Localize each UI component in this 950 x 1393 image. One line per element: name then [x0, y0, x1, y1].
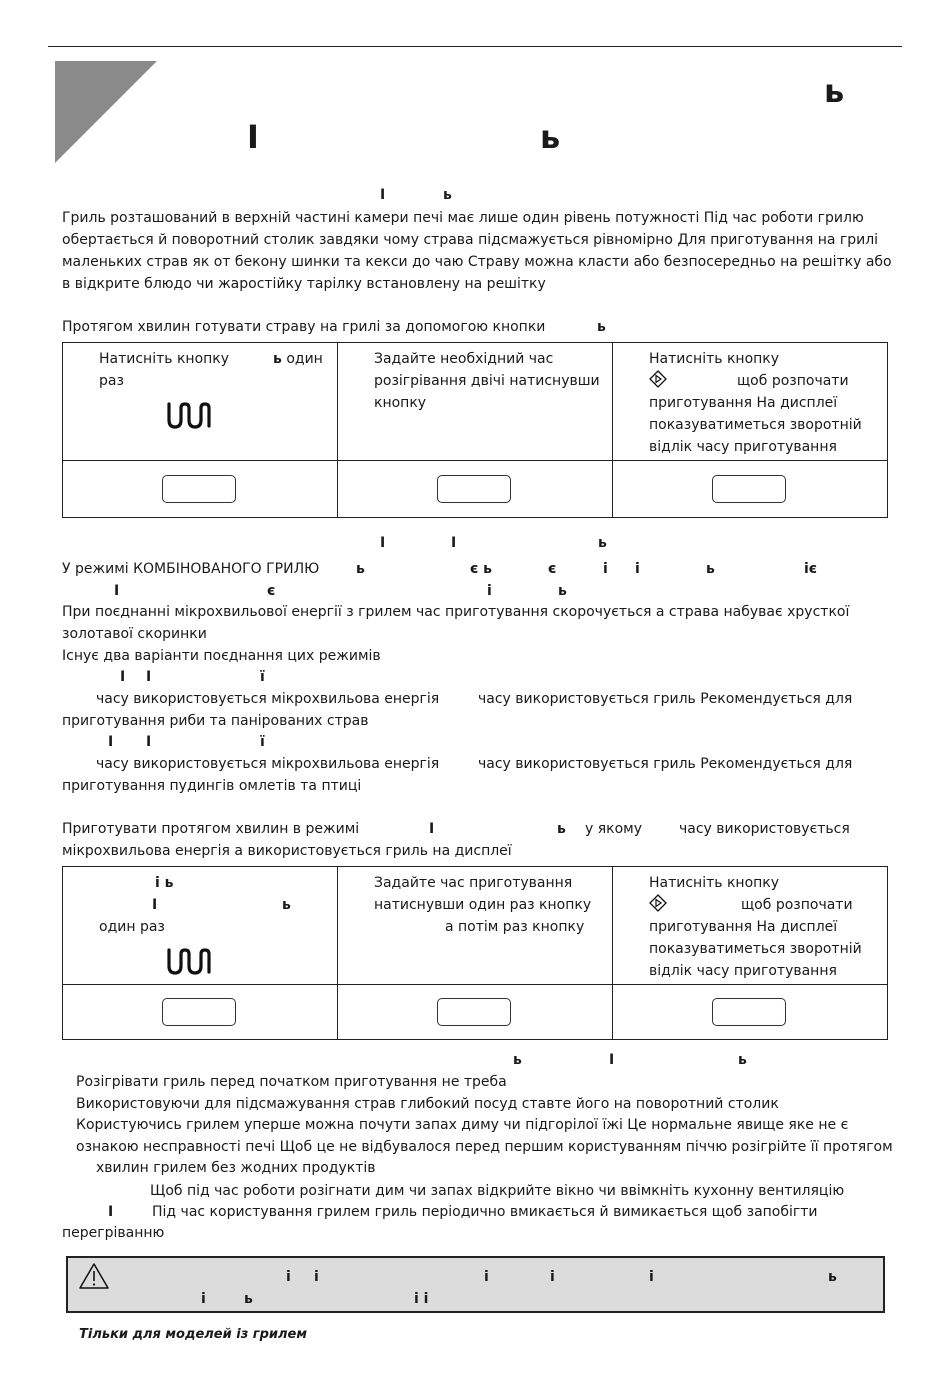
text-fragment: ь — [558, 583, 567, 599]
step3-text: Натисніть кнопку щоб розпочати приготування На дисплеї показуватиметься зворотній відлік часу приготування — [649, 351, 862, 455]
text-fragment: І — [108, 1204, 114, 1220]
tip-line: Користуючись грилем уперше можна почути запах диму чи підгорілої їжі Це нормальне явище яке не є — [76, 1117, 849, 1133]
text-fragment: ь — [828, 1269, 837, 1285]
text-fragment: ь — [244, 1291, 253, 1307]
text-fragment: ь — [706, 561, 715, 577]
display-indicator — [162, 998, 236, 1026]
example-text: Приготувати протягом хвилин в режимі — [62, 821, 360, 837]
text-fragment: і — [487, 583, 492, 599]
grill-icon — [164, 946, 214, 976]
title-fragment: І — [247, 118, 259, 156]
section-heading-fragment: І — [609, 1052, 615, 1068]
text-fragment: і — [484, 1269, 489, 1285]
title-fragment: ь — [540, 118, 561, 156]
tip-line: перегріванню — [62, 1225, 165, 1241]
text-fragment: І — [120, 669, 126, 685]
section-heading-fragment: І — [451, 535, 457, 551]
title-fragment: ь — [824, 72, 845, 110]
text-fragment: ь — [356, 561, 365, 577]
section-heading-fragment: І — [380, 535, 386, 551]
text-fragment: і — [550, 1269, 555, 1285]
example-text: часу використовується — [679, 821, 850, 837]
text-fragment: І — [114, 583, 120, 599]
text-fragment: і — [314, 1269, 319, 1285]
step2-text: Задайте необхідний час розігрівання двічі натиснувши кнопку — [374, 351, 600, 411]
example-text: у якому — [585, 821, 643, 837]
text-fragment: І — [108, 734, 114, 750]
tip-line: хвилин грилем без жодних продуктів — [96, 1160, 376, 1176]
text-fragment: ї — [260, 734, 265, 750]
display-indicator — [712, 475, 786, 503]
step1-text: Натисніть кнопку ь один раз — [99, 351, 323, 389]
text-fragment: і — [635, 561, 640, 577]
footnote: Тільки для моделей із грилем — [79, 1327, 307, 1342]
option1-text: приготування риби та панірованих страв — [62, 713, 369, 729]
example-text: мікрохвильова енергія а використовується гриль на дисплеї — [62, 843, 512, 859]
combi-intro: У режимі КОМБІНОВАНОГО ГРИЛЮ — [62, 561, 320, 577]
text-fragment: є ь — [470, 561, 493, 577]
text-fragment: ї — [260, 669, 265, 685]
section-heading-fragment: ь — [598, 535, 607, 551]
display-indicator — [437, 998, 511, 1026]
text-fragment: І — [429, 821, 435, 837]
section-heading-fragment: ь — [513, 1052, 522, 1068]
start-icon — [649, 370, 667, 388]
option2-text: часу використовується гриль Рекомендується для — [478, 756, 853, 772]
option2-text: часу використовується мікрохвильова енергія — [96, 756, 440, 772]
text-fragment: і — [201, 1291, 206, 1307]
section-heading-fragment: І — [380, 187, 386, 203]
tip-line: Щоб під час роботи розігнати дим чи запах відкрийте вікно чи ввімкніть кухонну вентиляцію — [150, 1183, 845, 1199]
text-fragment: і ь — [155, 875, 174, 891]
grill-description: Гриль розташований в верхній частині камери печі має лише один рівень потужності Під час роботи грилю обертається й поворотний столик завдяки чому страва підсмажується рівномірно Для приготування на грилі маленьких страв як от бекону шинки та кекси до чаю Страву можна класти або безпосередньо на решітку або в відкрите блюдо чи жаростійку тарілку встановлену на решітку — [62, 210, 892, 292]
display-indicator — [437, 475, 511, 503]
display-indicator — [712, 998, 786, 1026]
text-fragment: ь — [557, 821, 566, 837]
warning-box — [66, 1256, 885, 1313]
example-text: Протягом хвилин готувати страву на грилі за допомогою кнопки — [62, 319, 546, 335]
tip-line: Під час користування грилем гриль періодично вмикається й вимикається щоб запобігти — [152, 1204, 818, 1220]
step1-text: один раз — [99, 919, 165, 935]
text-fragment: є — [548, 561, 557, 577]
tip-line: ознакою несправності печі Щоб це не відбувалося перед першим користуванням піччю розігрійте її протягом — [76, 1139, 893, 1155]
text-fragment: і — [286, 1269, 291, 1285]
option1-text: часу використовується мікрохвильова енергія — [96, 691, 440, 707]
step2-text: Задайте час приготування натиснувши один раз кнопку а потім раз кнопку — [374, 875, 592, 935]
text-fragment: і і — [414, 1291, 429, 1307]
top-rule — [48, 46, 902, 47]
text-fragment: ь — [282, 897, 291, 913]
section-heading-fragment: ь — [738, 1052, 747, 1068]
option1-text: часу використовується гриль Рекомендується для — [478, 691, 853, 707]
tip-line: Розігрівати гриль перед початком приготування не треба — [76, 1074, 507, 1090]
step3-text: Натисніть кнопку щоб розпочати приготування На дисплеї показуватиметься зворотній відлік часу приготування — [649, 875, 862, 979]
text-fragment: і — [603, 561, 608, 577]
text-fragment: іє — [804, 561, 818, 577]
warning-icon — [78, 1262, 110, 1290]
grill-icon — [164, 400, 214, 430]
tip-line: Використовуючи для підсмажування страв глибокий посуд ставте його на поворотний столик — [76, 1096, 779, 1112]
text-fragment: і — [649, 1269, 654, 1285]
text-fragment: І — [146, 734, 152, 750]
combi-description: При поєднанні мікрохвильової енергії з грилем час приготування скорочується а страва набуває хрусткої золотавої скоринки Існує два варіанти поєднання цих режимів — [62, 604, 850, 664]
display-indicator — [162, 475, 236, 503]
example-fragment: ь — [597, 319, 606, 335]
corner-triangle — [55, 61, 157, 163]
section-heading-fragment: ь — [443, 187, 452, 203]
text-fragment: є — [267, 583, 276, 599]
text-fragment: І — [146, 669, 152, 685]
text-fragment: І — [152, 897, 158, 913]
option2-text: приготування пудингів омлетів та птиці — [62, 778, 362, 794]
start-icon — [649, 894, 667, 912]
